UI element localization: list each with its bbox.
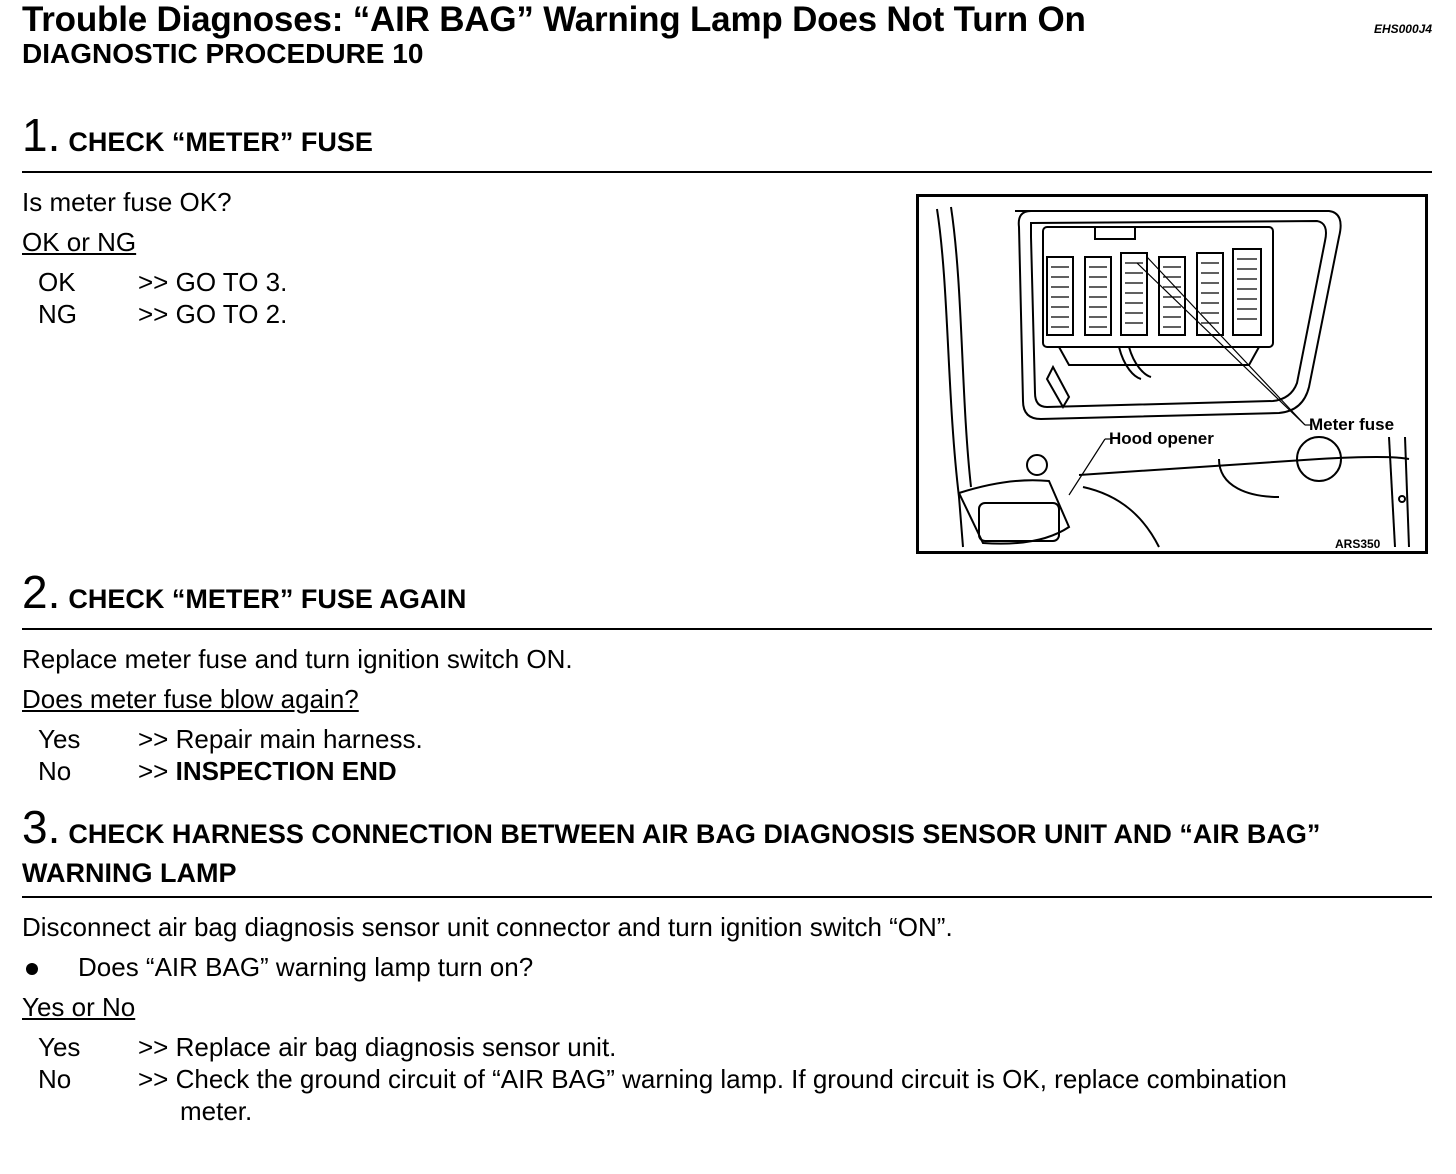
step-3-title-line-1: CHECK HARNESS CONNECTION BETWEEN AIR BAG DIAGNOSIS SENSOR UNIT AND “AIR BAG” xyxy=(68,819,1321,849)
step-1-number: 1. xyxy=(22,109,61,161)
meter-fuse-label: Meter fuse xyxy=(1309,415,1395,434)
page-title: Trouble Diagnoses: “AIR BAG” Warning Lamp Does Not Turn On xyxy=(22,0,1086,39)
bullet-icon xyxy=(26,963,38,975)
result-arrow: >> xyxy=(138,756,176,786)
figure-code: ARS350 xyxy=(1335,537,1381,551)
step-3-result-no-continued: meter. xyxy=(180,1096,253,1126)
step-1-divider xyxy=(22,171,1432,173)
step-3-result-yes xyxy=(38,1032,616,1063)
step-2-result-no xyxy=(38,756,397,787)
step-2-divider xyxy=(22,628,1432,630)
step-3-divider xyxy=(22,896,1432,898)
result-value: >> Repair main harness. xyxy=(138,724,423,754)
result-key: Yes xyxy=(38,724,81,754)
step-2-question: Does meter fuse blow again? xyxy=(22,684,359,714)
result-key: No xyxy=(38,1064,72,1094)
step-2-number: 2. xyxy=(22,566,61,618)
result-value xyxy=(138,756,397,787)
result-key: NG xyxy=(38,299,77,329)
fuse-box-illustration xyxy=(916,194,1428,554)
result-key: Yes xyxy=(38,1032,81,1062)
fuse-box-drawing xyxy=(919,197,1425,551)
inspection-end: INSPECTION END xyxy=(175,756,397,786)
result-value: >> Check the ground circuit of “AIR BAG” warning lamp. If ground circuit is OK, replace combination xyxy=(138,1064,1287,1094)
step-2-title: CHECK “METER” FUSE AGAIN xyxy=(68,584,467,614)
step-1-result-ng xyxy=(38,299,287,330)
step-3-heading xyxy=(22,800,1320,854)
result-key: OK xyxy=(38,267,76,297)
hood-opener-label: Hood opener xyxy=(1109,429,1214,448)
result-value: >> GO TO 2. xyxy=(138,299,288,329)
step-3-title-line-2: WARNING LAMP xyxy=(22,858,237,888)
step-2-instruction: Replace meter fuse and turn ignition switch ON. xyxy=(22,644,573,674)
step-3-number: 3. xyxy=(22,801,61,853)
page-subtitle: DIAGNOSTIC PROCEDURE 10 xyxy=(22,38,424,69)
step-3-bullet: Does “AIR BAG” warning lamp turn on? xyxy=(78,952,534,982)
step-3-question: Yes or No xyxy=(22,992,136,1022)
step-3-result-no xyxy=(38,1064,1287,1095)
step-1-title: CHECK “METER” FUSE xyxy=(68,127,373,157)
step-1-instruction: Is meter fuse OK? xyxy=(22,187,232,217)
step-2-result-yes xyxy=(38,724,423,755)
step-1-result-ok xyxy=(38,267,287,298)
step-1-question: OK or NG xyxy=(22,227,137,257)
result-value: >> GO TO 3. xyxy=(138,267,288,297)
step-1-heading xyxy=(22,108,373,162)
document-id: EHS000J4 xyxy=(1373,22,1432,36)
step-3-instruction: Disconnect air bag diagnosis sensor unit connector and turn ignition switch “ON”. xyxy=(22,912,953,942)
result-key: No xyxy=(38,756,72,786)
result-value: >> Replace air bag diagnosis sensor unit. xyxy=(138,1032,617,1062)
step-2-heading xyxy=(22,565,466,619)
